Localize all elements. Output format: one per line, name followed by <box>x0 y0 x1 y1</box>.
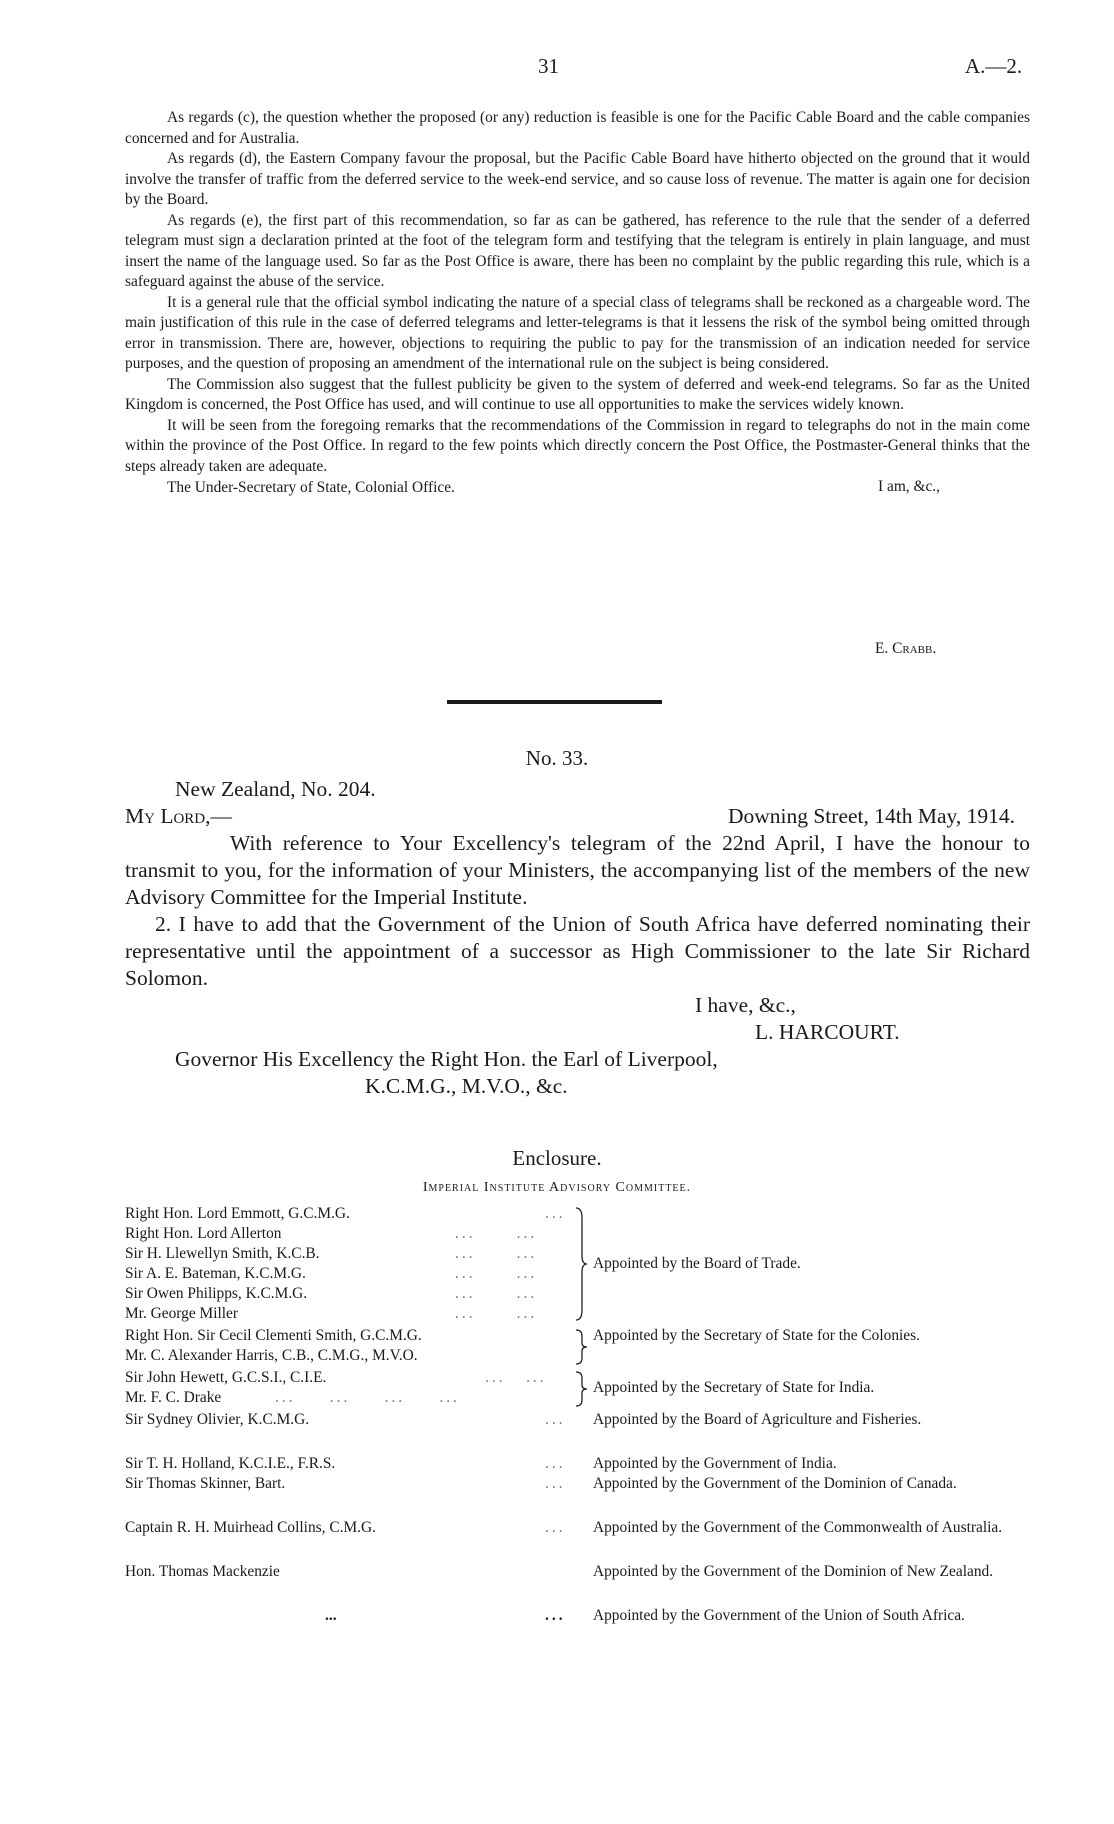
leader-dots: ... <box>545 1607 566 1624</box>
paragraph: As regards (e), the first part of this recommendation, so far as can be gathered, has reference to the rule that the sender of a deferred telegram must sign a declaration printed at the foot of the telegram form and testifying that the telegram is entirely in plain language, and must insert the name of the language used. So far as the Post Office is aware, there has been no complaint by the public regarding this rule, which is a safeguard against the abuse of the service. <box>125 211 1030 290</box>
leader-dots: ... ... <box>455 1285 538 1302</box>
committee-group <box>125 1204 1030 1326</box>
page-number: 31 <box>538 54 559 78</box>
leader-dots: ... <box>545 1455 566 1472</box>
leader-dots: ... <box>545 1205 566 1222</box>
appointed-by: Appointed by the Board of Trade. <box>593 1255 801 1272</box>
paragraph: As regards (c), the question whether the proposed (or any) reduction is feasible is one for the Pacific Cable Board and the cable companies concerned and for Australia. <box>125 109 1030 147</box>
letter-2-paragraph-1: With reference to Your Excellency's telegram of the 22nd April, I have the honour to transmit to you, for the information of your Ministers, the accompanying list of the members of the new Advisory Committee for the Imperial Institute. <box>125 831 1030 909</box>
member-name: Mr. C. Alexander Harris, C.B., C.M.G., M.V.O. <box>125 1347 418 1364</box>
committee-table <box>125 1204 1030 1650</box>
member-name: Sir Sydney Olivier, K.C.M.G. <box>125 1411 310 1428</box>
appointed-by: Appointed by the Government of the Union of South Africa. <box>593 1607 965 1624</box>
appointed-by: Appointed by the Government of the Dominion of New Zealand. <box>593 1563 994 1580</box>
letter-2-reference: New Zealand, No. 204. <box>175 777 376 801</box>
appointed-by: Appointed by the Government of the Commonwealth of Australia. <box>593 1519 1003 1536</box>
leader-dots: ... ... <box>455 1225 538 1242</box>
committee-group <box>125 1562 1030 1606</box>
leader-dots: ... <box>545 1475 566 1492</box>
appointed-by: Appointed by the Secretary of State for the Colonies. <box>593 1327 920 1344</box>
paragraph: The Commission also suggest that the fullest publicity be given to the system of deferred and week-end telegrams. So far as the United Kingdom is concerned, the Post Office has used, and will continue to use all opportunities to make the services widely known. <box>125 375 1030 413</box>
member-name: Sir Thomas Skinner, Bart. <box>125 1475 286 1492</box>
enclosure-title: Enclosure. <box>512 1146 602 1170</box>
enclosure-subtitle: Imperial Institute Advisory Committee. <box>422 1180 692 1195</box>
member-name: Captain R. H. Muirhead Collins, C.M.G. <box>125 1519 376 1536</box>
committee-group <box>125 1518 1030 1562</box>
letter-1-closing: I am, &c., <box>878 478 940 495</box>
section-divider <box>447 700 662 704</box>
letter-1-addressee: The Under-Secretary of State, Colonial Office. <box>167 478 455 496</box>
letter-2-signature: L. HARCOURT. <box>755 1020 900 1044</box>
committee-group <box>125 1368 1030 1410</box>
letter-2-addressee-line-1: Governor His Excellency the Right Hon. the Earl of Liverpool, <box>175 1047 718 1071</box>
leader-dots: ... ... <box>455 1305 538 1322</box>
member-name: Sir John Hewett, G.C.S.I., C.I.E. <box>125 1369 327 1386</box>
curly-brace-icon <box>572 1370 588 1408</box>
appointed-by: Appointed by the Government of India. <box>593 1455 837 1472</box>
paragraph: It is a general rule that the official symbol indicating the nature of a special class of telegrams shall be reckoned as a chargeable word. The main justification of this rule in the case of deferred telegrams and letter-telegrams is that it lessens the risk of the symbol being omitted through error in transmission. There are, however, objections to requiring the public to pay for the transmission of an indication needed for service purposes, and the question of proposing an amendment of the international rule on the subject is being considered. <box>125 293 1030 372</box>
letter-2-closing: I have, &c., <box>695 993 796 1017</box>
leader-dots: ... ... <box>485 1369 547 1386</box>
letter-number: No. 33. <box>525 746 589 770</box>
paragraph: It will be seen from the foregoing remarks that the recommendations of the Commission in regard to telegraphs do not in the main come within the province of the Post Office. In regard to the few points which directly concern the Post Office, the Postmaster-General thinks that the steps already taken are adequate. <box>125 416 1030 475</box>
member-name: ... <box>325 1607 337 1624</box>
letter-2-addressee-line-2: K.C.M.G., M.V.O., &c. <box>365 1074 568 1098</box>
letter-2-body <box>125 776 1030 1100</box>
member-name: Mr. George Miller <box>125 1305 238 1322</box>
committee-group <box>125 1474 1030 1518</box>
member-name: Sir A. E. Bateman, K.C.M.G. <box>125 1265 306 1282</box>
paragraph: As regards (d), the Eastern Company favour the proposal, but the Pacific Cable Board have hitherto objected on the ground that it would involve the transfer of traffic from the deferred service to the week-end service, and so cause loss of revenue. The matter is again one for decision by the Board. <box>125 150 1030 208</box>
letter-1-signature: E. Crabb. <box>875 640 937 657</box>
member-name: Right Hon. Lord Allerton <box>125 1225 282 1242</box>
letter-2-place-date: Downing Street, 14th May, 1914. <box>727 804 1015 828</box>
appointed-by: Appointed by the Board of Agriculture and Fisheries. <box>593 1411 922 1428</box>
committee-group <box>125 1606 1030 1650</box>
curly-brace-icon <box>572 1206 588 1322</box>
member-name: Right Hon. Sir Cecil Clementi Smith, G.C.M.G. <box>125 1327 422 1344</box>
member-name: Sir H. Llewellyn Smith, K.C.B. <box>125 1245 320 1262</box>
committee-group <box>125 1326 1030 1368</box>
appointed-by: Appointed by the Secretary of State for India. <box>593 1379 875 1396</box>
leader-dots: ... <box>545 1519 566 1536</box>
member-name: Sir Owen Philipps, K.C.M.G. <box>125 1285 308 1302</box>
letter-2-salutation: My Lord,— <box>125 804 233 828</box>
curly-brace-icon <box>572 1328 588 1366</box>
leader-dots: ... ... <box>455 1245 538 1262</box>
leader-dots: ... <box>545 1411 566 1428</box>
letter-2-paragraph-2: 2. I have to add that the Government of the Union of South Africa have deferred nominating their representative until the appointment of a successor as High Commissioner to the late Sir Richard Solomon. <box>125 912 1030 990</box>
appointed-by: Appointed by the Government of the Dominion of Canada. <box>593 1475 957 1492</box>
committee-group <box>125 1454 1030 1474</box>
member-name: Hon. Thomas Mackenzie <box>125 1563 280 1580</box>
member-name: Right Hon. Lord Emmott, G.C.M.G. <box>125 1205 350 1222</box>
member-name: Mr. F. C. Drake <box>125 1389 222 1406</box>
committee-group <box>125 1410 1030 1454</box>
letter-1-body <box>125 108 1030 498</box>
leader-dots: ... ... ... ... <box>275 1389 460 1406</box>
document-code: A.—2. <box>965 54 1023 78</box>
member-name: Sir T. H. Holland, K.C.I.E., F.R.S. <box>125 1455 336 1472</box>
leader-dots: ... ... <box>455 1265 538 1282</box>
